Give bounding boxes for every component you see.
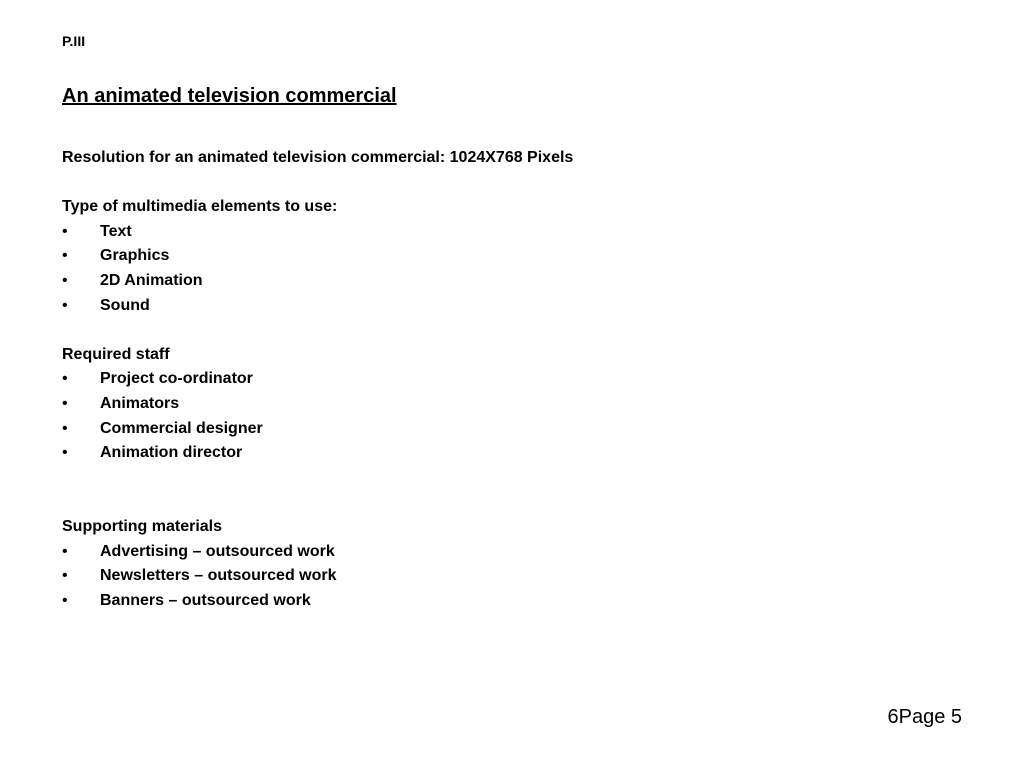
section-reference: P.III xyxy=(62,33,86,49)
spacer xyxy=(62,466,962,515)
bullet-icon: • xyxy=(62,222,68,240)
list-item xyxy=(62,417,962,442)
bullet-icon: • xyxy=(62,394,68,412)
spacer xyxy=(62,171,962,196)
list-item-label: Commercial designer xyxy=(100,419,263,437)
resolution-statement: Resolution for an animated television commercial: 1024X768 Pixels xyxy=(62,149,574,166)
staff-section xyxy=(62,343,962,466)
list-item-label: Text xyxy=(100,222,132,240)
spacer xyxy=(62,318,962,343)
list-item xyxy=(62,589,962,614)
bullet-icon: • xyxy=(62,444,68,462)
list-item xyxy=(62,220,962,245)
list-item xyxy=(62,294,962,319)
slide-body xyxy=(62,146,962,613)
materials-section xyxy=(62,515,962,613)
materials-heading: Supporting materials xyxy=(62,517,223,535)
list-item xyxy=(62,269,962,294)
list-item xyxy=(62,367,962,392)
list-item-label: Banners – outsourced work xyxy=(100,591,311,609)
list-item-label: Animators xyxy=(100,394,180,412)
bullet-icon: • xyxy=(62,247,68,265)
list-item xyxy=(62,564,962,589)
list-item-label: Graphics xyxy=(100,247,170,265)
list-item-label: 2D Animation xyxy=(100,271,203,289)
list-item xyxy=(62,244,962,269)
bullet-icon: • xyxy=(62,542,68,560)
bullet-icon: • xyxy=(62,591,68,609)
list-item xyxy=(62,540,962,565)
page-number: 6Page 5 xyxy=(887,706,962,728)
bullet-icon: • xyxy=(62,419,68,437)
multimedia-section xyxy=(62,195,962,318)
staff-list xyxy=(62,367,962,465)
bullet-icon: • xyxy=(62,567,68,585)
materials-list xyxy=(62,540,962,614)
list-item-label: Newsletters – outsourced work xyxy=(100,567,337,585)
list-item xyxy=(62,441,962,466)
multimedia-list xyxy=(62,220,962,318)
page-title: An animated television commercial xyxy=(62,85,397,107)
list-item-label: Advertising – outsourced work xyxy=(100,542,335,560)
list-item-label: Animation director xyxy=(100,444,243,462)
list-item xyxy=(62,392,962,417)
staff-heading: Required staff xyxy=(62,345,170,363)
list-item-label: Sound xyxy=(100,296,150,314)
bullet-icon: • xyxy=(62,271,68,289)
multimedia-heading: Type of multimedia elements to use: xyxy=(62,198,338,216)
list-item-label: Project co-ordinator xyxy=(100,370,253,388)
bullet-icon: • xyxy=(62,296,68,314)
bullet-icon: • xyxy=(62,370,68,388)
